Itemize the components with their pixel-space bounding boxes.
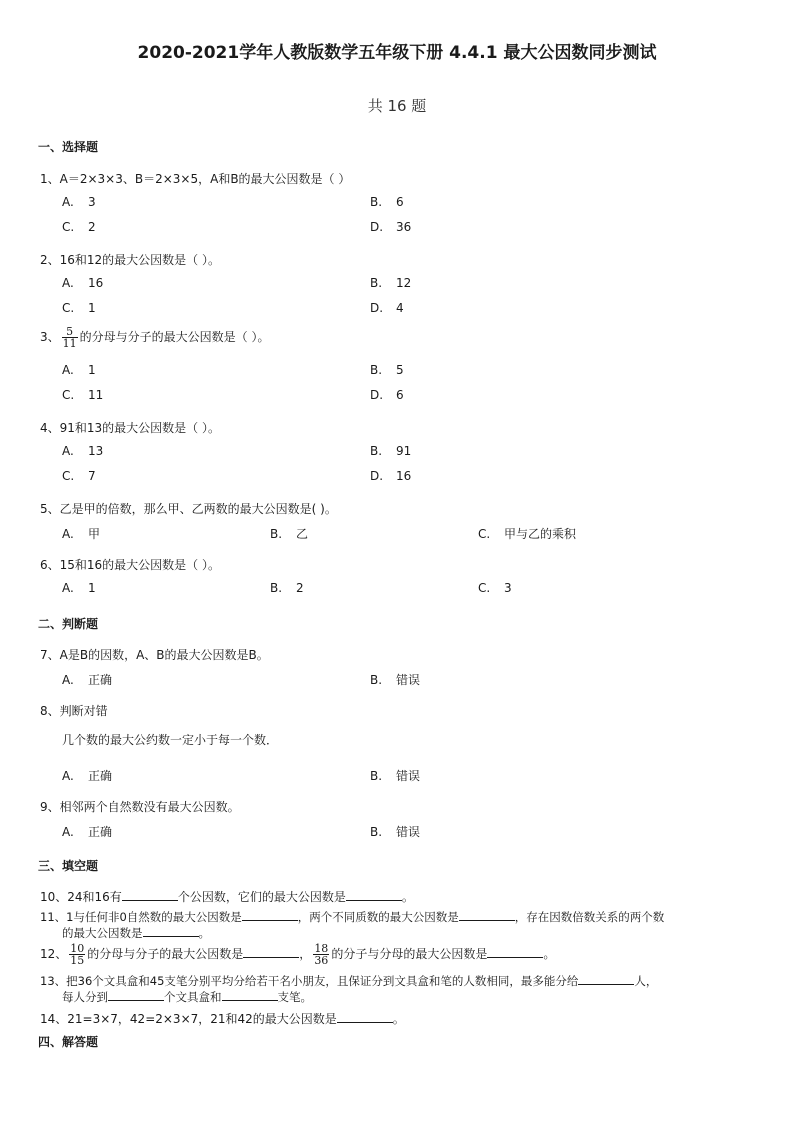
q5-option-c[interactable]: C. 甲与乙的乘积	[478, 527, 577, 541]
fraction-10-15: $\frac{10}{15}$	[70, 942, 85, 967]
question-11-line-2: 的最大公因数是 。	[62, 926, 210, 940]
question-13: 13、把36个文具盒和45支笔分别平均分给若干名小朋友，且保证分到文具盒和笔的人数相同，最多能分给 人，	[40, 974, 658, 988]
fraction-5-11: $\frac{5}{11}$	[62, 325, 77, 350]
section-heading-judgement: 二、判断题	[38, 617, 99, 631]
question-12: 12、 $\frac{10}{15}$ 的分母与分子的最大公因数是 ， $\frac{18}{36}$ 的分子与分母的最大公因数是 。	[40, 942, 556, 967]
q3-option-a[interactable]: A. 1	[62, 363, 96, 377]
answer-blank[interactable]	[243, 947, 299, 958]
q4-option-a[interactable]: A. 13	[62, 444, 104, 458]
question-5: 5、乙是甲的倍数，那么甲、乙两数的最大公因数是( )。	[40, 502, 337, 516]
q6-option-a[interactable]: A. 1	[62, 581, 96, 595]
question-count: 共 16 题	[367, 97, 427, 115]
section-heading-choice: 一、选择题	[38, 140, 99, 154]
q5-option-a[interactable]: A. 甲	[62, 527, 101, 541]
q3-option-d[interactable]: D. 6	[370, 388, 404, 402]
q3-option-b[interactable]: B. 5	[370, 363, 404, 377]
page-title: 2020-2021学年人教版数学五年级下册 4.4.1 最大公因数同步测试	[137, 43, 657, 63]
q6-option-c[interactable]: C. 3	[478, 581, 512, 595]
q2-option-a[interactable]: A. 16	[62, 276, 104, 290]
answer-blank[interactable]	[122, 890, 178, 901]
q4-option-d[interactable]: D. 16	[370, 469, 412, 483]
q2-option-b[interactable]: B. 12	[370, 276, 412, 290]
question-14: 14、21=3×7，42=2×3×7，21和42的最大公因数是 。	[40, 1012, 405, 1026]
answer-blank[interactable]	[337, 1012, 393, 1023]
question-3: 3、 $\frac{5}{11}$ 的分母与分子的最大公因数是（ ）。	[40, 325, 270, 350]
question-4: 4、91和13的最大公因数是（ ）。	[40, 421, 220, 435]
question-1: 1、A＝2×3×3、B＝2×3×5，A和B的最大公因数是（ ）	[40, 172, 351, 186]
q1-option-d[interactable]: D. 36	[370, 220, 412, 234]
q2-option-d[interactable]: D. 4	[370, 301, 404, 315]
question-13-line-2: 每人分到 个文具盒和 支笔。	[62, 990, 312, 1004]
question-8: 8、判断对错	[40, 704, 108, 718]
answer-blank[interactable]	[487, 947, 543, 958]
q9-option-a[interactable]: A. 正确	[62, 825, 113, 839]
fraction-18-36: $\frac{18}{36}$	[314, 942, 329, 967]
q8-option-a[interactable]: A. 正确	[62, 769, 113, 783]
q1-option-b[interactable]: B. 6	[370, 195, 404, 209]
section-heading-answer: 四、解答题	[38, 1035, 99, 1049]
answer-blank[interactable]	[578, 974, 634, 985]
q2-option-c[interactable]: C. 1	[62, 301, 96, 315]
q6-option-b[interactable]: B. 2	[270, 581, 304, 595]
q1-option-a[interactable]: A. 3	[62, 195, 96, 209]
q4-option-b[interactable]: B. 91	[370, 444, 412, 458]
answer-blank[interactable]	[108, 990, 164, 1001]
q7-option-b[interactable]: B. 错误	[370, 673, 421, 687]
question-10: 10、24和16有 个公因数，它们的最大公因数是 。	[40, 890, 414, 904]
q1-option-c[interactable]: C. 2	[62, 220, 96, 234]
question-2: 2、16和12的最大公因数是（ ）。	[40, 253, 220, 267]
section-heading-fill-blank: 三、填空题	[38, 859, 99, 873]
q5-option-b[interactable]: B. 乙	[270, 527, 309, 541]
q4-option-c[interactable]: C. 7	[62, 469, 96, 483]
question-6: 6、15和16的最大公因数是（ ）。	[40, 558, 220, 572]
q9-option-b[interactable]: B. 错误	[370, 825, 421, 839]
q7-option-a[interactable]: A. 正确	[62, 673, 113, 687]
answer-blank[interactable]	[143, 926, 199, 937]
question-9: 9、相邻两个自然数没有最大公因数。	[40, 800, 240, 814]
answer-blank[interactable]	[459, 910, 515, 921]
q8-option-b[interactable]: B. 错误	[370, 769, 421, 783]
answer-blank[interactable]	[346, 890, 402, 901]
question-8-statement: 几个数的最大公约数一定小于每一个数．	[62, 733, 279, 747]
q3-option-c[interactable]: C. 11	[62, 388, 104, 402]
answer-blank[interactable]	[242, 910, 298, 921]
question-11: 11、1与任何非0自然数的最大公因数是 ，两个不同质数的最大公因数是 ，存在因数倍数关系的两个数	[40, 910, 665, 924]
answer-blank[interactable]	[222, 990, 278, 1001]
question-7: 7、A是B的因数，A、B的最大公因数是B。	[40, 648, 269, 662]
